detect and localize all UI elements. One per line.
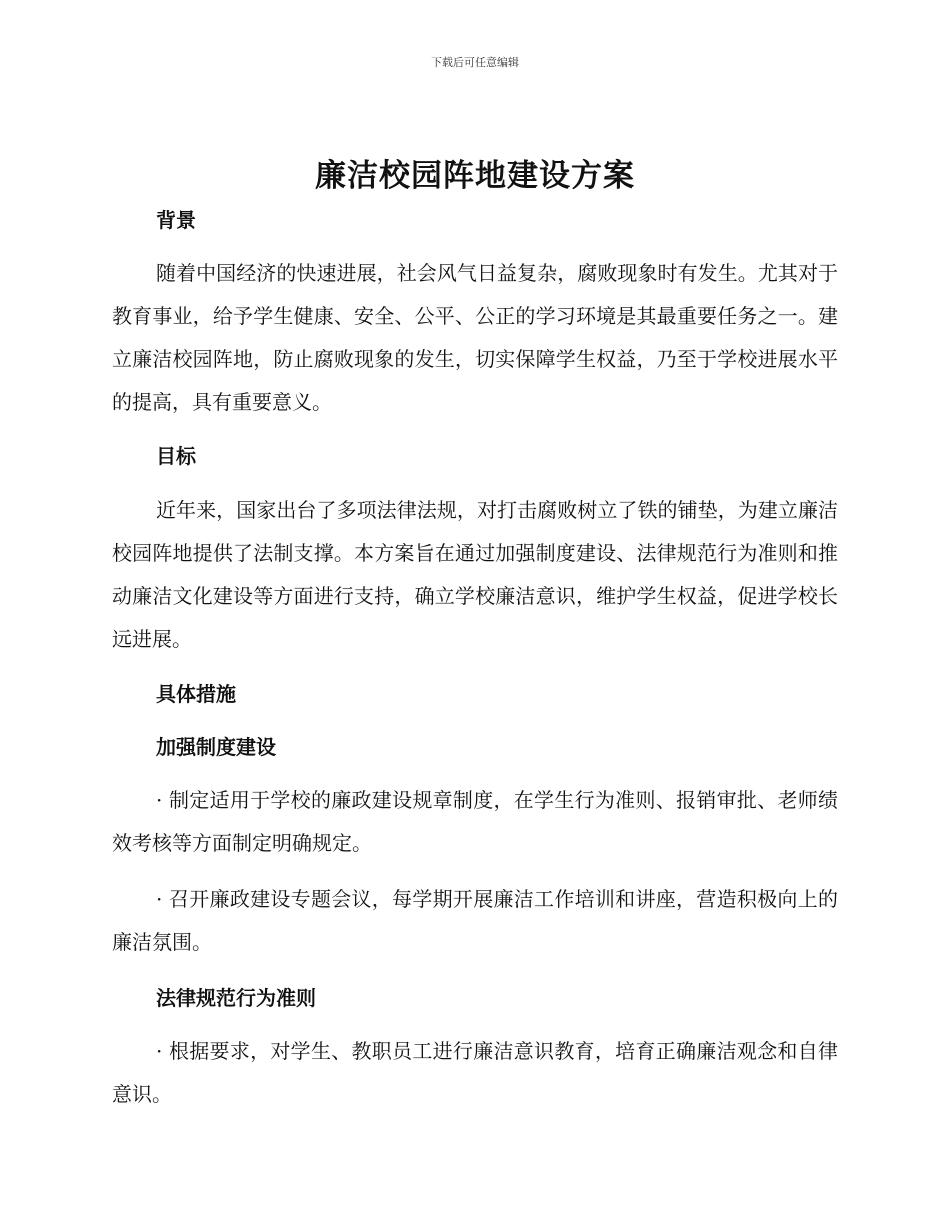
section-heading-background: 背景 bbox=[156, 208, 196, 232]
document-title: 廉洁校园阵地建设方案 bbox=[315, 158, 635, 194]
paragraph-background: 随着中国经济的快速进展，社会风气日益复杂，腐败现象时有发生。尤其对于教育事业，给予学生健康、安全、公平、公正的学习环境是其最重要任务之一。建立廉洁校园阵地，防止腐败现象的发生，切实保障学生权益，乃至于学校进展水平的提高，具有重要意义。 bbox=[112, 261, 838, 414]
subsection-heading-law: 法律规范行为准则 bbox=[156, 986, 316, 1010]
paragraph-goal: 近年来，国家出台了多项法律法规，对打击腐败树立了铁的铺垫，为建立廉洁校园阵地提供了法制支撑。本方案旨在通过加强制度建设、法律规范行为准则和推动廉洁文化建设等方面进行支持，确立学校廉洁意识，维护学生权益，促进学校长远进展。 bbox=[112, 498, 838, 651]
list-item-system-1: · 制定适用于学校的廉政建设规章制度，在学生行为准则、报销审批、老师绩效考核等方面制定明确规定。 bbox=[112, 788, 838, 855]
section-heading-measures: 具体措施 bbox=[156, 682, 236, 706]
header-note: 下载后可任意编辑 bbox=[431, 56, 519, 69]
list-item-law-1: · 根据要求，对学生、教职员工进行廉洁意识教育，培育正确廉洁观念和自律意识。 bbox=[112, 1039, 838, 1106]
subsection-heading-system: 加强制度建设 bbox=[156, 735, 276, 759]
section-heading-goal: 目标 bbox=[156, 444, 196, 468]
list-item-system-2: · 召开廉政建设专题会议，每学期开展廉洁工作培训和讲座，营造积极向上的廉洁氛围。 bbox=[112, 887, 838, 954]
